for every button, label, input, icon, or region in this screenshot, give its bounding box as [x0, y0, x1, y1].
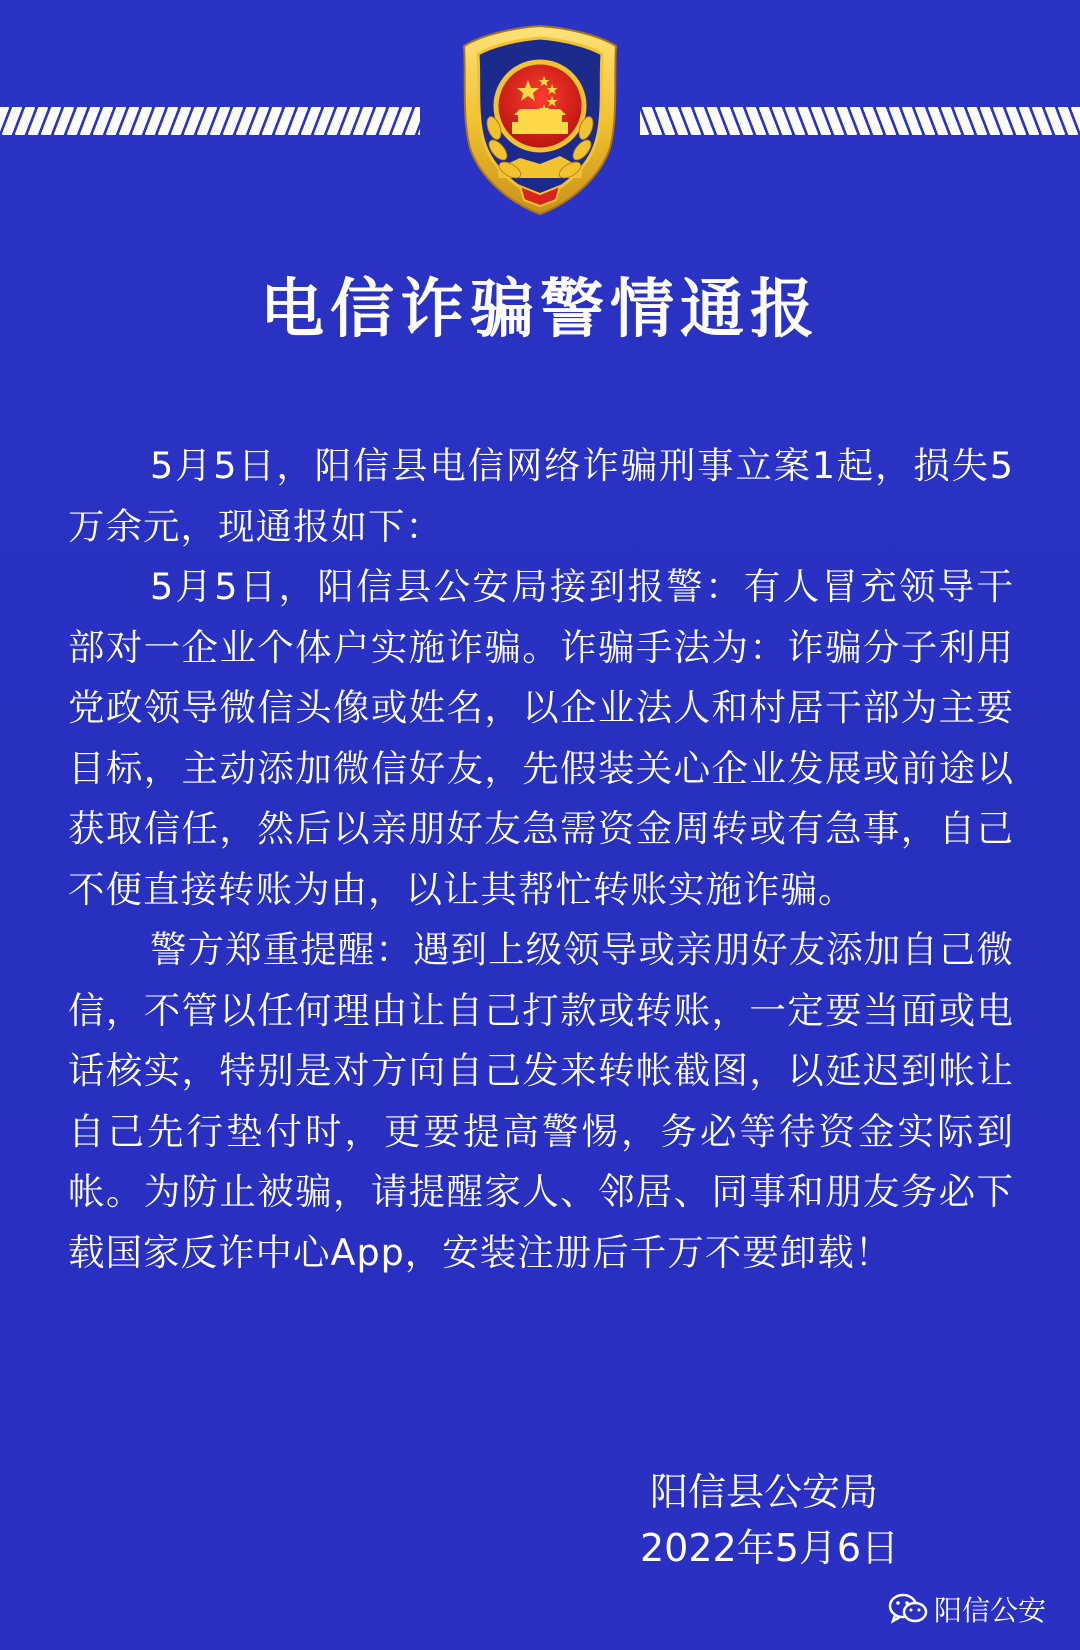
signature-date: 2022年5月6日 [640, 1526, 900, 1570]
wechat-icon [888, 1593, 928, 1625]
paragraph-summary: 5月5日，阳信县电信网络诈骗刑事立案1起，损失5万余元，现通报如下： [68, 444, 1014, 548]
watermark-text: 阳信公安 [934, 1594, 1047, 1627]
signature-organization: 阳信县公安局 [650, 1470, 879, 1514]
page-title: 电信诈骗警情通报 [260, 273, 820, 347]
header-band [0, 0, 1080, 230]
police-badge-icon [440, 18, 640, 218]
paragraph-police-reminder: 警方郑重提醒：遇到上级领导或亲朋好友添加自己微信，不管以任何理由让自己打款或转账，一定要当面或电话核实，特别是对方向自己发来转帐截图，以延迟到帐让自己先行垫付时，更要提高警惕，务必等待资金实际到帐。为防止被骗，请提醒家人、邻居、同事和朋友务必下载国家反诈中心App，安装注册后千万不要卸载！ [68, 928, 1014, 1274]
left-decorative-stripe [0, 104, 420, 138]
signature-block [620, 1464, 920, 1576]
notice-body [68, 436, 1014, 1283]
paragraph-case-details: 5月5日，阳信县公安局接到报警：有人冒充领导干部对一企业个体户实施诈骗。诈骗手法为：诈骗分子利用党政领导微信头像或姓名，以企业法人和村居干部为主要目标，主动添加微信好友，先假装关心企业发展或前途以获取信任，然后以亲朋好友急需资金周转或有急事，自己不便直接转账为由，以让其帮忙转账实施诈骗。 [68, 565, 1014, 911]
right-decorative-stripe [640, 104, 1080, 138]
wechat-watermark [888, 1589, 1046, 1629]
